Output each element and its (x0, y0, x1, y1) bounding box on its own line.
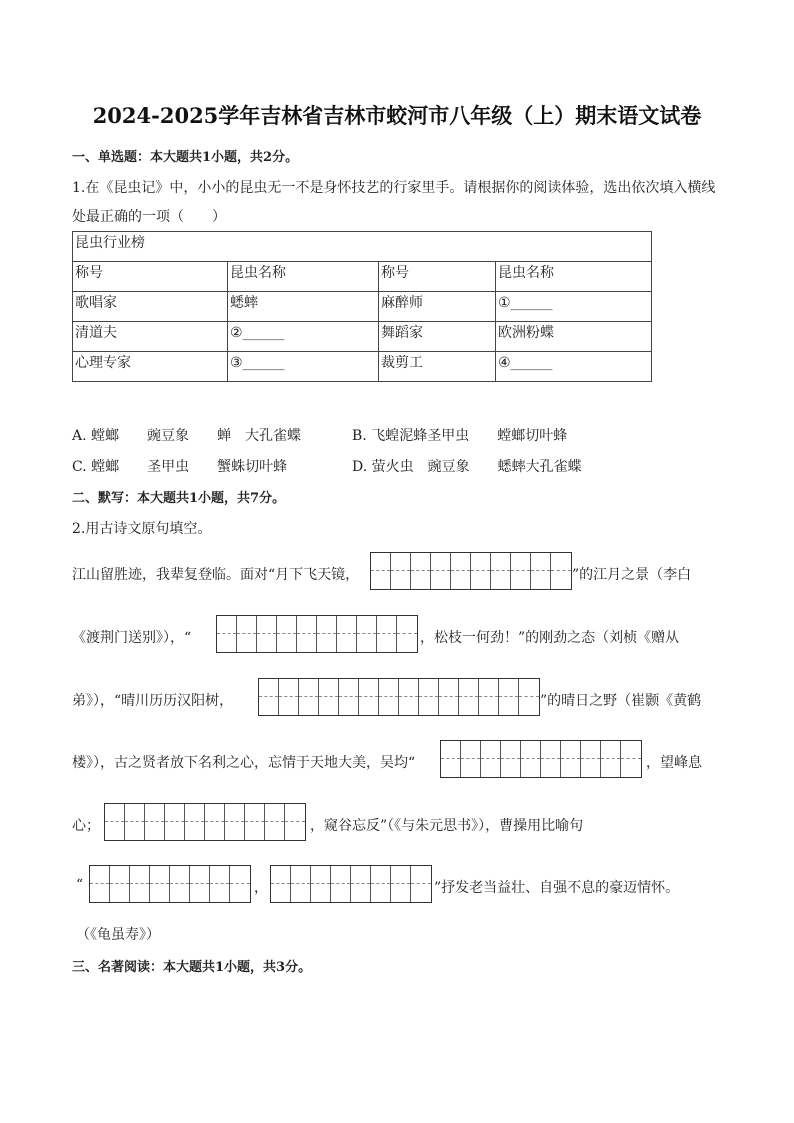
answer-cell[interactable] (461, 741, 481, 777)
table-cell: ③______ (228, 352, 379, 382)
fill-text: ”的江月之景（李白 (572, 567, 692, 583)
table-row (73, 352, 652, 382)
answer-cell[interactable] (471, 553, 491, 589)
answer-cell[interactable] (459, 679, 479, 715)
fill-text: 楼》），古之贤者放下名利之心，忘情于天地大美，吴均“ (72, 755, 416, 771)
answer-cell[interactable] (541, 741, 561, 777)
answer-cell[interactable] (337, 616, 357, 652)
answer-cell[interactable] (491, 553, 511, 589)
answer-cell[interactable] (601, 741, 621, 777)
question-2-text: 2.用古诗文原句填空。 (72, 521, 212, 537)
answer-cell[interactable] (150, 866, 170, 902)
table-cell: 心理专家 (73, 352, 228, 382)
table-cell: ④______ (496, 352, 652, 382)
option-d[interactable]: D. 萤火虫 豌豆象 蟋蟀大孔雀蝶 (352, 459, 582, 475)
answer-cell[interactable] (311, 866, 331, 902)
answer-cell[interactable] (317, 616, 337, 652)
fill-text: 江山留胜迹，我辈复登临。面对“月下飞天镜， (72, 567, 360, 583)
section2-header: 二、默写：本大题共1小题，共7分。 (72, 491, 286, 506)
fill-text: ，松枝一何劲！”的刚劲之态（刘桢《赠从 (420, 630, 680, 646)
answer-cell[interactable] (205, 804, 225, 840)
answer-grid-3[interactable] (258, 678, 540, 716)
answer-grid-2[interactable] (216, 615, 418, 653)
answer-cell[interactable] (391, 553, 411, 589)
answer-grid-5[interactable] (104, 803, 306, 841)
answer-cell[interactable] (411, 866, 431, 902)
answer-cell[interactable] (230, 866, 250, 902)
table-cell: 称号 (379, 262, 496, 292)
answer-cell[interactable] (397, 616, 417, 652)
answer-cell[interactable] (621, 741, 641, 777)
answer-grid-6[interactable] (89, 865, 251, 903)
question-1-text-cont: 处最正确的一项（ ） (72, 209, 226, 225)
answer-cell[interactable] (299, 679, 319, 715)
answer-cell[interactable] (297, 616, 317, 652)
table-cell: 欧洲粉蝶 (496, 322, 652, 352)
answer-cell[interactable] (210, 866, 230, 902)
answer-cell[interactable] (285, 804, 305, 840)
answer-cell[interactable] (237, 616, 257, 652)
answer-cell[interactable] (521, 741, 541, 777)
fill-text: ”的晴日之野（崔颢《黄鹤 (540, 693, 702, 709)
section1-header: 一、单选题：本大题共1小题，共2分。 (72, 150, 299, 165)
fill-text: 弟》），“晴川历历汉阳树， (72, 693, 234, 709)
answer-cell[interactable] (439, 679, 459, 715)
answer-cell[interactable] (551, 553, 571, 589)
answer-cell[interactable] (501, 741, 521, 777)
table-row (73, 292, 652, 322)
table-cell: 舞蹈家 (379, 322, 496, 352)
fill-text: ， (254, 880, 268, 896)
answer-grid-4[interactable] (440, 740, 642, 778)
answer-cell[interactable] (165, 804, 185, 840)
table-cell: 裁剪工 (379, 352, 496, 382)
option-c[interactable]: C. 螳螂 圣甲虫 蟹蛛切叶蜂 (72, 459, 288, 475)
answer-cell[interactable] (391, 866, 411, 902)
answer-cell[interactable] (257, 616, 277, 652)
fill-text: ，窥谷忘反”（《与朱元思书》），曹操用比喻句 (310, 818, 584, 834)
fill-text: “ (76, 877, 84, 893)
answer-cell[interactable] (371, 553, 391, 589)
answer-cell[interactable] (359, 679, 379, 715)
table-cell: 称号 (73, 262, 228, 292)
answer-cell[interactable] (499, 679, 519, 715)
table-row (73, 262, 652, 292)
page-title: 2024-2025学年吉林省吉林市蛟河市八年级（上）期末语文试卷 (92, 103, 702, 128)
answer-cell[interactable] (259, 679, 279, 715)
answer-cell[interactable] (519, 679, 539, 715)
table-cell: 清道夫 (73, 322, 228, 352)
answer-cell[interactable] (145, 804, 165, 840)
answer-cell[interactable] (90, 866, 110, 902)
answer-cell[interactable] (561, 741, 581, 777)
answer-cell[interactable] (331, 866, 351, 902)
fill-text: （《龟虽寿》） (76, 927, 160, 943)
option-b[interactable]: B. 飞蝗泥蜂圣甲虫 螳螂切叶蜂 (352, 428, 568, 444)
answer-cell[interactable] (225, 804, 245, 840)
answer-cell[interactable] (170, 866, 190, 902)
question-1-text: 1.在《昆虫记》中，小小的昆虫无一不是身怀技艺的行家里手。请根据你的阅读体验，选出依次填入横线 (72, 180, 716, 196)
answer-grid-1[interactable] (370, 552, 572, 590)
answer-cell[interactable] (185, 804, 205, 840)
answer-cell[interactable] (291, 866, 311, 902)
table-row (73, 322, 652, 352)
answer-cell[interactable] (217, 616, 237, 652)
answer-cell[interactable] (110, 866, 130, 902)
fill-text: ”抒发老当益壮、自强不息的豪迈情怀。 (434, 880, 680, 896)
answer-cell[interactable] (125, 804, 145, 840)
answer-cell[interactable] (319, 679, 339, 715)
table-cell: 麻醉师 (379, 292, 496, 322)
section3-header: 三、名著阅读：本大题共1小题，共3分。 (72, 960, 312, 975)
table-cell: 昆虫名称 (496, 262, 652, 292)
table-caption: 昆虫行业榜 (73, 232, 652, 262)
option-a[interactable]: A. 螳螂 豌豆象 蝉 大孔雀蝶 (72, 428, 302, 444)
insect-ranking-table (72, 231, 652, 382)
answer-cell[interactable] (130, 866, 150, 902)
answer-cell[interactable] (581, 741, 601, 777)
answer-cell[interactable] (479, 679, 499, 715)
answer-cell[interactable] (271, 866, 291, 902)
answer-cell[interactable] (245, 804, 265, 840)
answer-cell[interactable] (379, 679, 399, 715)
answer-cell[interactable] (399, 679, 419, 715)
answer-cell[interactable] (351, 866, 371, 902)
answer-cell[interactable] (441, 741, 461, 777)
answer-grid-7[interactable] (270, 865, 432, 903)
answer-cell[interactable] (190, 866, 210, 902)
answer-cell[interactable] (511, 553, 531, 589)
answer-cell[interactable] (279, 679, 299, 715)
answer-cell[interactable] (105, 804, 125, 840)
table-cell: ②______ (228, 322, 379, 352)
table-caption-row (73, 232, 652, 262)
answer-cell[interactable] (357, 616, 377, 652)
answer-cell[interactable] (265, 804, 285, 840)
table-cell: 歌唱家 (73, 292, 228, 322)
fill-text: 心； (72, 818, 100, 834)
fill-text: 《渡荆门送别》），“ (72, 630, 192, 646)
answer-cell[interactable] (531, 553, 551, 589)
answer-cell[interactable] (411, 553, 431, 589)
answer-cell[interactable] (277, 616, 297, 652)
answer-cell[interactable] (419, 679, 439, 715)
answer-cell[interactable] (481, 741, 501, 777)
answer-cell[interactable] (431, 553, 451, 589)
table-cell: 昆虫名称 (228, 262, 379, 292)
answer-cell[interactable] (377, 616, 397, 652)
fill-text: ，望峰息 (646, 755, 702, 771)
table-cell: 蟋蟀 (228, 292, 379, 322)
table-cell: ①______ (496, 292, 652, 322)
answer-cell[interactable] (371, 866, 391, 902)
answer-cell[interactable] (451, 553, 471, 589)
answer-cell[interactable] (339, 679, 359, 715)
